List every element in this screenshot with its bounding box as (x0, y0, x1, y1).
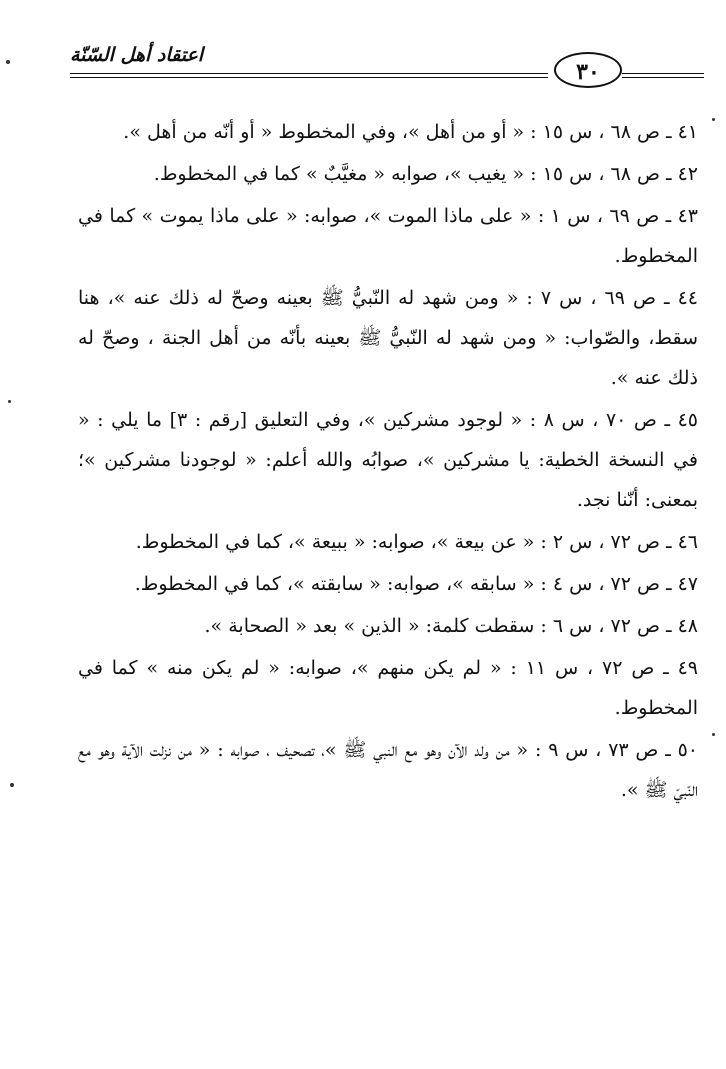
page-number: ٣٠ (576, 59, 600, 85)
entry-text: ٤٣ ـ ص ٦٩ ، س ١ : « على ماذا الموت »، صوابه: « على ماذا يموت » كما في المخطوط. (78, 205, 698, 267)
entry-text: ٤١ ـ ص ٦٨ ، س ١٥ : « أو من أهل »، وفي المخطوط « أو أنّه من أهل ». (123, 121, 698, 143)
entry-text: ٤٨ ـ ص ٧٢ ، س ٦ : سقطت كلمة: « الذين » بعد « الصحابة ». (204, 615, 698, 637)
scan-speck (8, 400, 11, 403)
list-item (78, 112, 698, 152)
entry-text: ٤٢ ـ ص ٦٨ ، س ١٥ : « يغيب »، صوابه « مغيَّبٌ » كما في المخطوط. (153, 163, 698, 185)
list-item (78, 154, 698, 194)
scan-speck (10, 783, 14, 787)
page-header (70, 38, 700, 98)
list-item (78, 522, 698, 562)
header-rule-right-thin (622, 77, 704, 78)
scan-speck (712, 118, 715, 121)
running-title: اعتقاد أهل السّنّة (70, 44, 204, 66)
entry-text: ٤٩ ـ ص ٧٢ ، س ١١ : « لم يكن منهم »، صوابه: « لم يكن منه » كما في المخطوط. (78, 657, 699, 719)
list-item (78, 278, 698, 398)
list-item (78, 648, 698, 728)
page-number-badge (554, 52, 622, 88)
header-rule-right (622, 73, 704, 74)
scan-speck (712, 733, 715, 736)
entry-text: ٤٤ ـ ص ٦٩ ، س ٧ : « ومن شهد له النّبيُّ ﷺ بعينه وصحّ له ذلك عنه »، هنا سقط، والصّواب: « ومن شهد له النّبيُّ ﷺ بعينه بأنّه من أهل الجنة ، وصحّ له ذلك عنه ». (78, 287, 698, 389)
list-item (78, 196, 698, 276)
entry-text: ٤٦ ـ ص ٧٢ ، س ٢ : « عن بيعة »، صوابه: « ببيعة »، كما في المخطوط. (135, 531, 698, 553)
entry-text: ٤٧ ـ ص ٧٢ ، س ٤ : « سابقه »، صوابه: « سابقته »، كما في المخطوط. (134, 573, 698, 595)
header-rule (70, 73, 548, 74)
list-item (78, 730, 698, 810)
errata-list (78, 112, 698, 812)
list-item (78, 606, 698, 646)
entry-text: ٥٠ ـ ص ٧٣ ، س ٩ : « من ولد الآن وهو مع النبي ﷺ »، تصحيف ، صوابه : « من نزلت الآية وهو مع النّبيّ ﷺ ». (78, 739, 699, 801)
scan-speck (6, 60, 10, 64)
list-item (78, 400, 698, 520)
list-item (78, 564, 698, 604)
entry-text: ٤٥ ـ ص ٧٠ ، س ٨ : « لوجود مشركين »، وفي التعليق [رقم : ٣] ما يلي : « في النسخة الخطية: يا مشركين »، صوابُه والله أعلم: « لوجودنا مشركين »؛ بمعنى: أنّنا نجد. (78, 409, 698, 511)
header-rule-thin (70, 77, 548, 78)
